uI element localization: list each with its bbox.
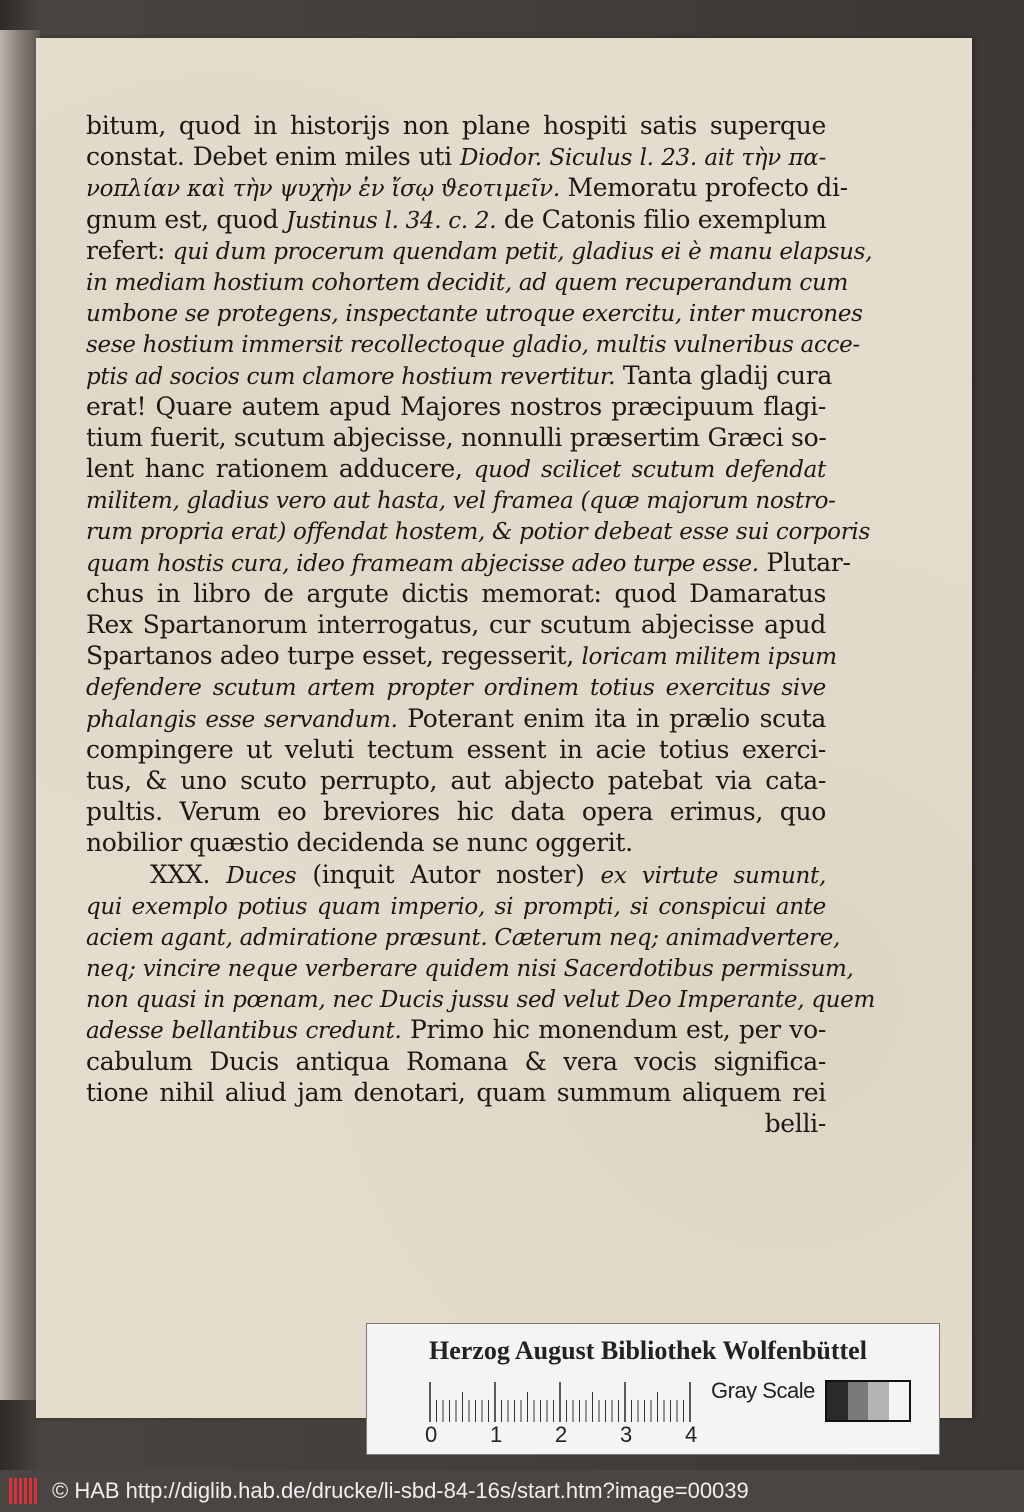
text-line [86, 453, 826, 484]
text-line [86, 640, 837, 671]
roman-text: constat. Debet enim miles uti [86, 142, 460, 172]
roman-text: cabulum Ducis antiqua Romana & vera vocis significa- [86, 1046, 826, 1076]
roman-text: tus, & uno scuto perrupto, aut abjecto patebat via cata- [86, 765, 826, 795]
text-line [86, 547, 851, 578]
roman-text: nobilior quæstio decidenda se nunc oggerit. [86, 828, 633, 858]
ruler-label: 3 [620, 1422, 633, 1447]
italic-text: rum propria erat) offendat hostem, & potior debeat esse sui corporis [86, 519, 870, 546]
text-line [86, 1014, 826, 1045]
text-line [86, 890, 826, 921]
text-line [86, 484, 836, 515]
italic-text: ex virtute sumunt, [600, 862, 826, 889]
italic-text: quod scilicet scutum defendat [473, 457, 827, 484]
italic-text: adesse bellantibus credunt. [86, 1018, 402, 1045]
text-line [86, 172, 848, 203]
italic-text: non quasi in pœnam, nec Ducis jussu sed velut Deo Imperante, quem [86, 987, 875, 1014]
italic-text: ptis ad socios cum clamore hostium revertitur. [86, 363, 616, 390]
roman-text: bitum, quod in historijs non plane hospiti satis superque [86, 111, 826, 140]
roman-text: Primo hic monendum est, per vo- [401, 1015, 826, 1045]
text-line [86, 1077, 826, 1108]
text-line [86, 391, 826, 422]
roman-text: pultis. Verum eo breviores hic data opera erimus, quo [86, 797, 826, 827]
text-line [86, 515, 870, 546]
roman-text: Plutar- [758, 547, 851, 577]
roman-text: compingere ut veluti tectum essent in acie totius exerci- [86, 734, 826, 764]
text-line [86, 1108, 826, 1139]
ruler-label: 4 [685, 1422, 698, 1447]
italic-text: aciem agant, admiratione præsunt. Cæterum neq; animadvertere, [86, 924, 841, 951]
text-line [86, 671, 826, 702]
roman-text: (inquit Autor noster) [296, 859, 601, 889]
roman-text: Rex Spartanorum interrogatus, cur scutum abjecisse apud [86, 610, 826, 639]
text-line [86, 827, 826, 858]
text-line [86, 141, 826, 172]
text-line [86, 328, 860, 359]
book-page [36, 38, 972, 1418]
roman-text: erat! Quare autem apud Majores nostros præcipuum flagi- [86, 391, 826, 421]
text-line [86, 983, 875, 1014]
text-line [86, 422, 826, 453]
grayscale-swatches [825, 1380, 911, 1422]
roman-text: de Catonis filio exemplum [496, 204, 827, 234]
roman-text: tium fuerit, scutum abjecisse, nonnulli præsertim Græci so- [86, 422, 827, 452]
text-line [86, 921, 841, 952]
italic-text: qui dum procerum quendam petit, gladius ei è manu elapsus, [172, 238, 873, 265]
text-line [86, 952, 854, 983]
roman-text: Tanta gladij cura [615, 360, 832, 390]
text-line [86, 796, 826, 827]
text-line [86, 235, 873, 266]
roman-text: belli- [764, 1109, 826, 1138]
grayscale-label: Gray Scale [711, 1378, 815, 1403]
roman-text: XXX. [150, 859, 227, 889]
italic-text: quam hostis cura, ideo frameam abjecisse adeo turpe esse. [86, 550, 759, 577]
roman-text: Poterant enim ita in prælio scuta [397, 703, 826, 733]
text-line [86, 266, 849, 297]
roman-text: refert: [86, 235, 173, 265]
library-color-card [366, 1323, 940, 1455]
gray-swatch [848, 1382, 869, 1420]
italic-text: defendere scutum artem propter ordinem totius exercitus sive [86, 675, 826, 702]
text-line [86, 1046, 826, 1077]
gray-swatch [889, 1382, 910, 1420]
text-line [86, 765, 826, 796]
hab-logo-icon [6, 1476, 40, 1506]
ruler-label: 1 [490, 1422, 503, 1447]
text-line [86, 859, 826, 890]
italic-text: militem, gladius vero aut hasta, vel framea (quæ majorum nostro- [86, 488, 836, 515]
roman-text: gnum est, quod [86, 204, 287, 234]
italic-text: Diodor. Siculus l. 23. ait τὴν πα- [460, 145, 826, 172]
gray-swatch [827, 1382, 848, 1420]
ruler-label: 2 [555, 1422, 568, 1447]
ruler-labels [421, 1422, 721, 1448]
text-line [86, 734, 826, 765]
footer-bar [0, 1470, 1024, 1512]
italic-text: sese hostium immersit recollectoque gladio, multis vulneribus acce- [86, 332, 860, 359]
italic-text: umbone se protegens, inspectante utroque exercitu, inter mucrones [86, 301, 863, 328]
roman-text: Memoratu profecto di- [559, 173, 848, 203]
text-line [86, 609, 826, 640]
text-line [86, 360, 832, 391]
italic-text: phalangis esse servandum. [86, 706, 398, 733]
italic-text: in mediam hostium cohortem decidit, ad quem recuperandum cum [86, 269, 849, 296]
footer-url[interactable]: © HAB http://diglib.hab.de/drucke/li-sbd-84-16s/start.htm?image=00039 [52, 1478, 749, 1503]
scale-ruler [429, 1382, 699, 1422]
italic-text: qui exemplo potius quam imperio, si prompti, si conspicui ante [86, 893, 826, 920]
gray-swatch [868, 1382, 889, 1420]
text-line [86, 578, 826, 609]
ruler-label: 0 [425, 1422, 438, 1447]
italic-text: Duces [226, 862, 297, 889]
page-edge [0, 30, 40, 1400]
text-line [86, 703, 826, 734]
italic-text: neq; vincire neque verberare quidem nisi Sacerdotibus permissum, [86, 956, 854, 983]
page-text [86, 110, 875, 1139]
text-line [86, 110, 826, 141]
text-line [86, 204, 826, 235]
roman-text: lent hanc rationem adducere, [86, 454, 474, 484]
roman-text: tione nihil aliud jam denotari, quam summum aliquem rei [86, 1077, 826, 1107]
text-line [86, 297, 863, 328]
roman-text: chus in libro de argute dictis memorat: quod Damaratus [86, 578, 826, 608]
italic-text: loricam militem ipsum [581, 644, 837, 671]
italic-text: Justinus l. 34. c. 2. [286, 207, 497, 234]
library-title: Herzog August Bibliothek Wolfenbüttel [429, 1336, 867, 1365]
italic-text: νοπλίαν καὶ τὴν ψυχὴν ἐν ἴσῳ ϑεοτιμεῖν. [86, 176, 560, 203]
roman-text: Spartanos adeo turpe esset, regesserit, [86, 641, 582, 671]
